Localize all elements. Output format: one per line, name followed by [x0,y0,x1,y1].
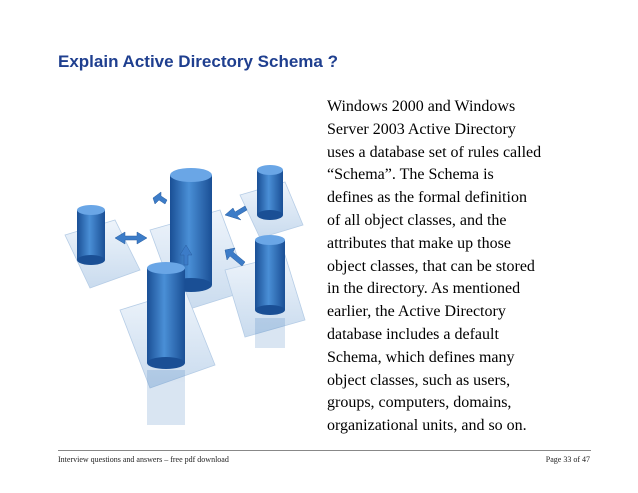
database-bottom-icon [147,262,185,369]
network-databases-icon [55,140,315,440]
database-top-right-icon [257,165,283,220]
slide-title: Explain Active Directory Schema ? [58,52,338,71]
footer-divider [58,450,591,451]
footer-source: Interview questions and answers – free pdf download [58,455,229,464]
page-number: Page 33 of 47 [545,455,590,464]
database-left-icon [77,205,105,265]
body-paragraph: Windows 2000 and Windows Server 2003 Active Directory uses a database set of rules called “Schema”. The Schema is defines as the formal definition of all object classes, and the attributes that make up those object classes, that can be stored in the directory. As mentioned earlier, the Active Directory database includes a default Schema, which defines many object classes, such as users, groups, computers, domains, organizational units, and so on. [327,98,542,435]
body-text [327,96,597,438]
database-right-icon [255,235,285,315]
